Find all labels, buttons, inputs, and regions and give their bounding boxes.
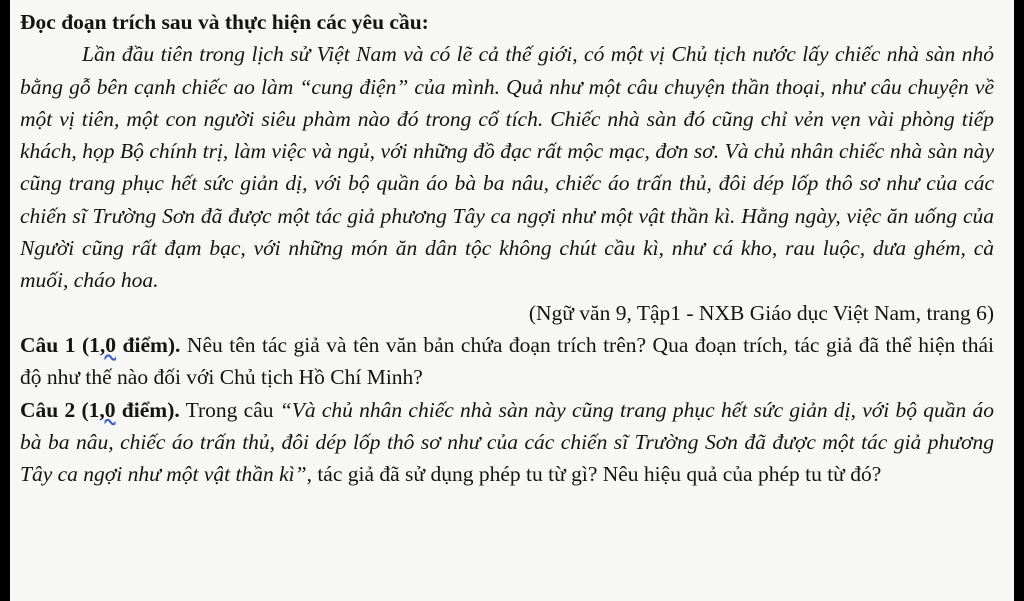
question-2-text-after: , tác giả đã sử dụng phép tu từ gì? Nêu hiệu quả của phép tu từ đó?	[306, 462, 882, 487]
question-1-label: Câu 1 (1,0 điểm).	[20, 332, 181, 357]
excerpt-passage: Lần đầu tiên trong lịch sử Việt Nam và có lẽ cả thế giới, có một vị Chủ tịch nước lấy chiếc nhà sàn nhỏ bằng gỗ bên cạnh chiếc ao làm “cung điện” của mình. Quả như một câu chuyện thần thoại, như câu chuyện về một vị tiên, một con người siêu phàm nào đó trong cổ tích. Chiếc nhà sàn đó cũng chỉ vẻn vẹn vài phòng tiếp khách, họp Bộ chính trị, làm việc và ngủ, với những đồ đạc rất mộc mạc, đơn sơ. Và chủ nhân chiếc nhà sàn này cũng trang phục hết sức giản dị, với bộ quần áo bà ba nâu, chiếc áo trấn thủ, đôi dép lốp thô sơ như của các chiến sĩ Trường Sơn đã được một tác giả phương Tây ca ngợi như một vật thần kì. Hằng ngày, việc ăn uống của Người cũng rất đạm bạc, với những món ăn dân tộc không chút cầu kì, như cá kho, rau luộc, dưa ghém, cà muối, cháo hoa.	[20, 42, 994, 293]
instruction-heading: Đọc đoạn trích sau và thực hiện các yêu cầu:	[20, 10, 429, 34]
question-2-text-before: Trong câu	[179, 397, 280, 422]
document-page	[10, 0, 1014, 601]
question-2-quote: “Và chủ nhân chiếc nhà sàn này cũng trang phục hết sức giản dị, với bộ quần áo bà ba nâu, chiếc áo trấn thủ, đôi dép lốp thô sơ như của các chiến sĩ Trường Sơn đã được một tác giả phương Tây ca ngợi như một vật thần kì”	[20, 397, 994, 487]
question-1-text: Nêu tên tác giả và tên văn bản chứa đoạn trích trên? Qua đoạn trích, tác giả đã thể hiện thái độ như thế nào đối với Chủ tịch Hồ Chí Minh?	[20, 332, 995, 390]
question-1	[20, 329, 994, 394]
excerpt-source: (Ngữ văn 9, Tập1 - NXB Giáo dục Việt Nam, trang 6)	[528, 300, 994, 325]
question-1-points-decimal: ,0	[99, 332, 117, 357]
question-2-label: Câu 2 (1,0 điểm).	[20, 397, 180, 422]
question-2-points-decimal: ,0	[99, 397, 116, 422]
question-2	[20, 394, 994, 491]
